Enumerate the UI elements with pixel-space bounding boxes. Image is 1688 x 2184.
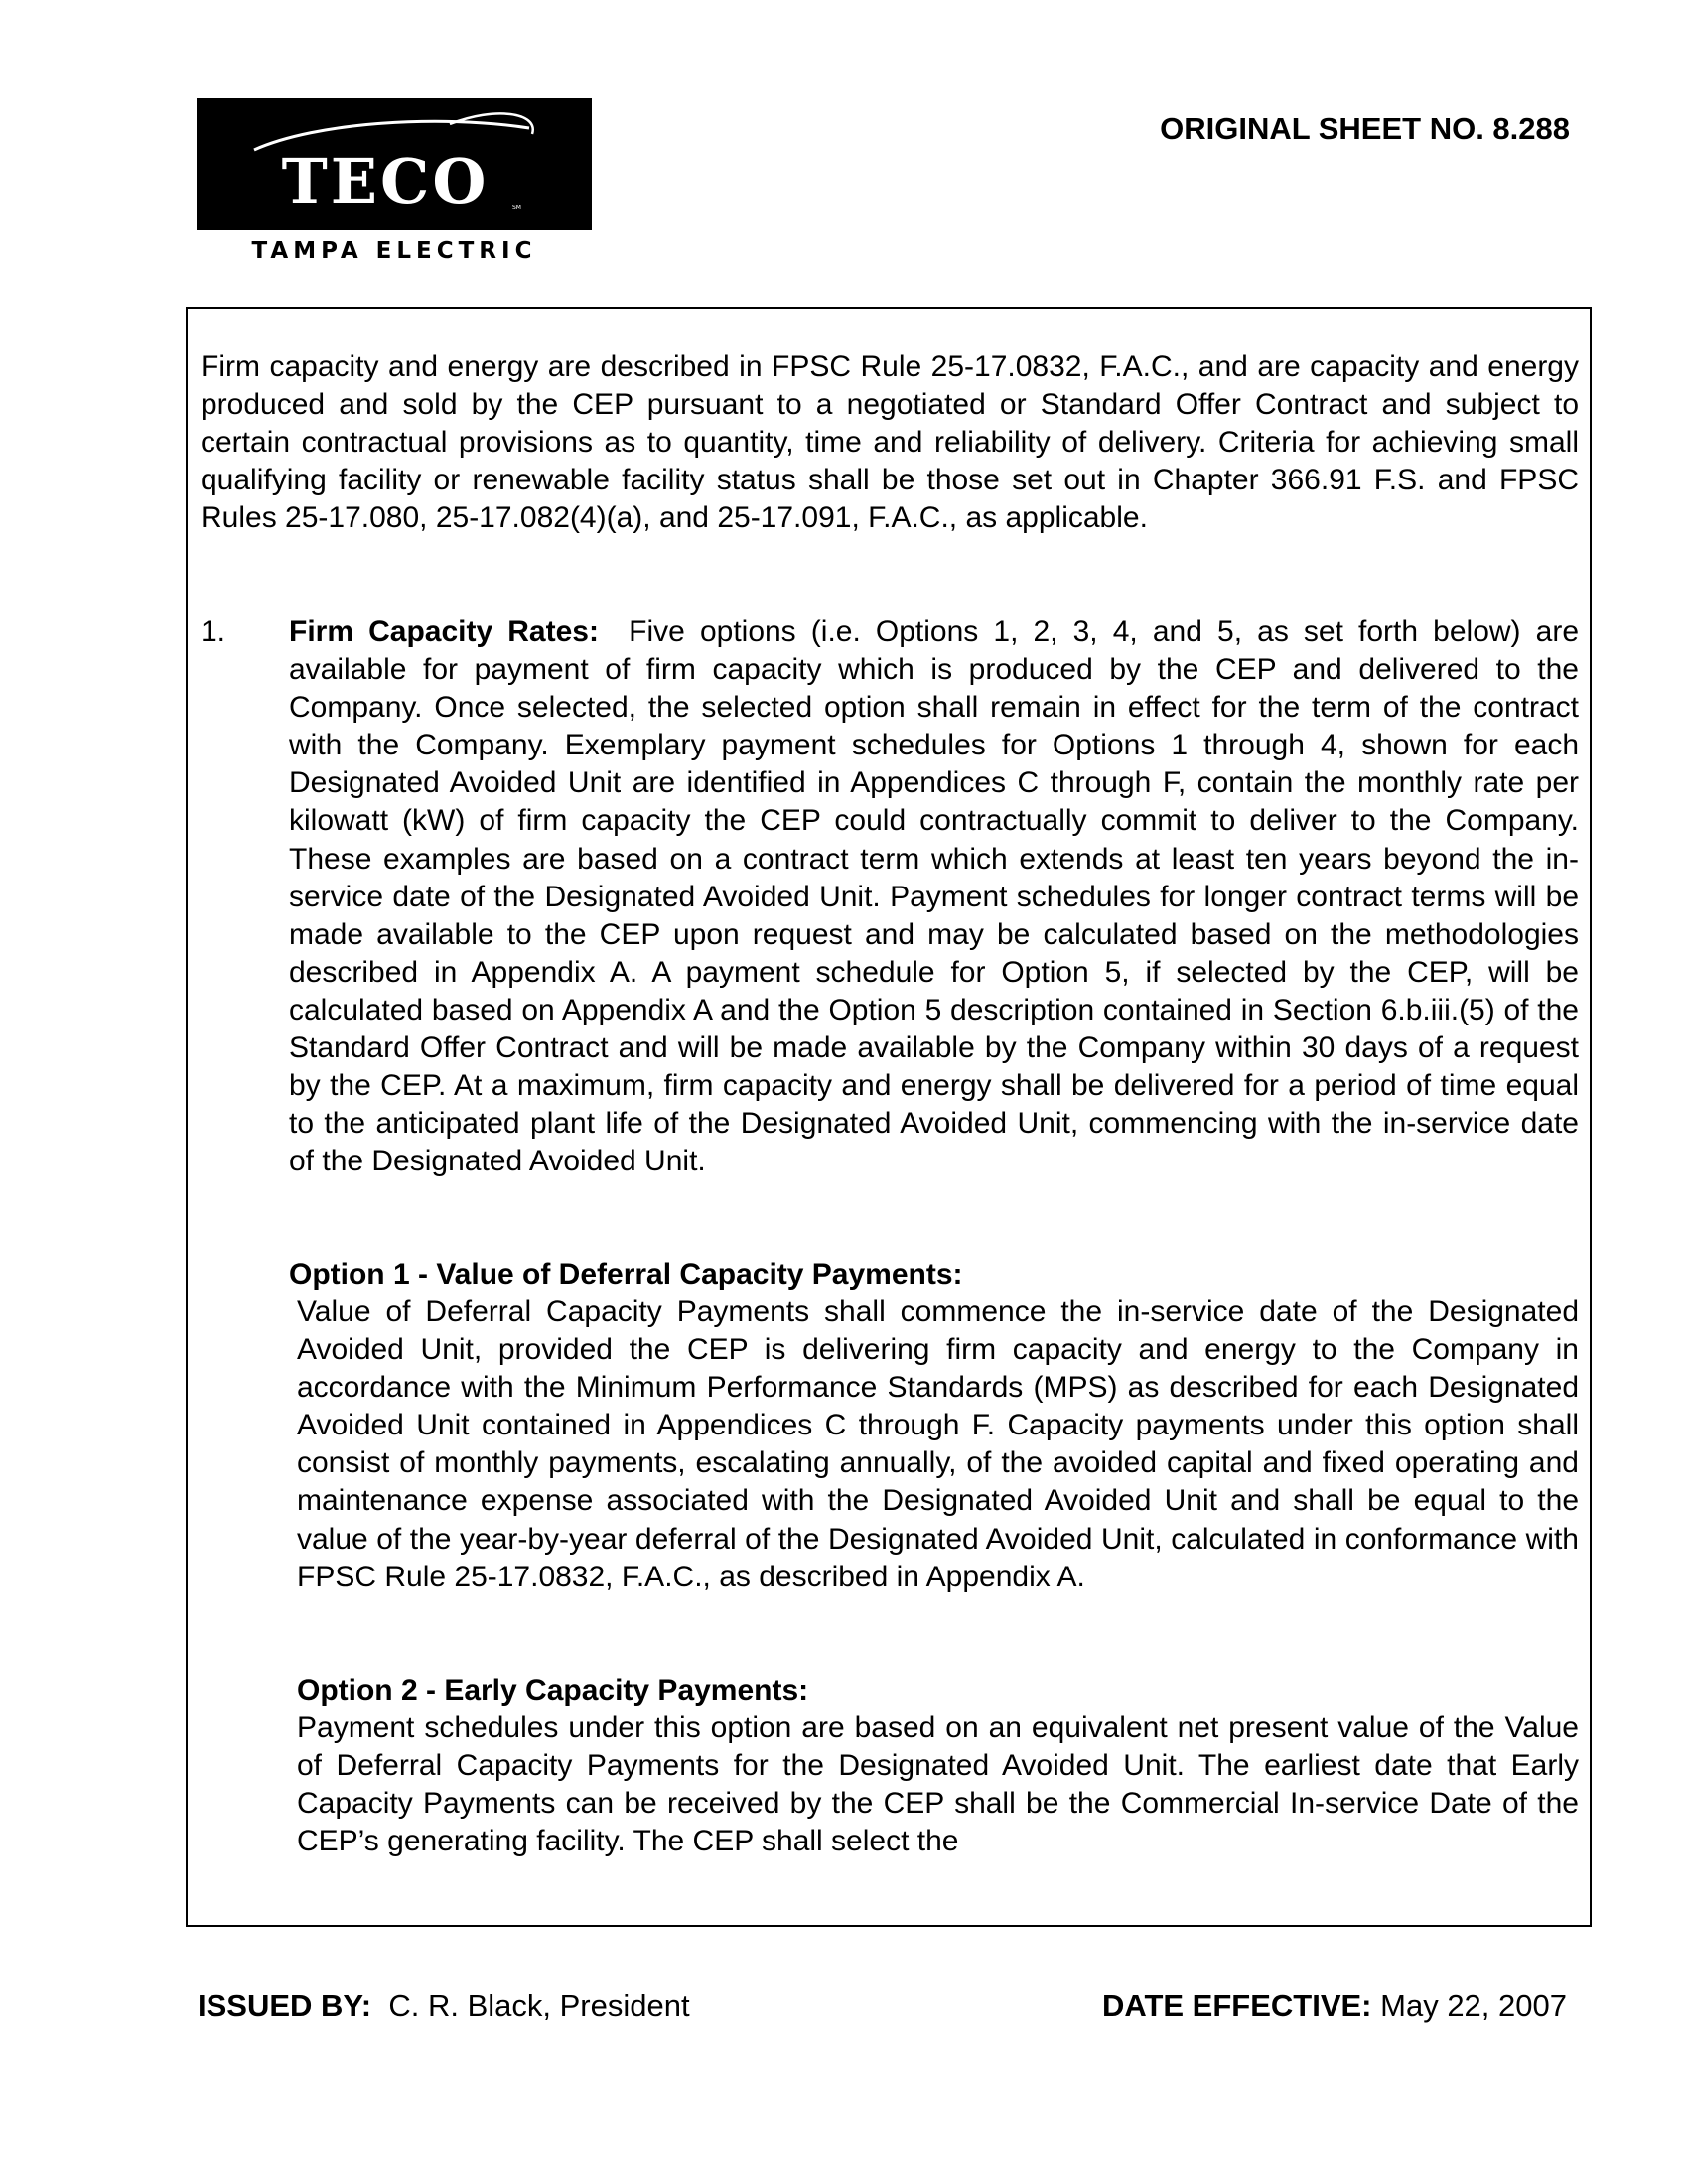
sheet-number: ORIGINAL SHEET NO. 8.288 xyxy=(1160,111,1570,146)
logo-subtitle: TAMPA ELECTRIC xyxy=(251,238,537,264)
effective-value: May 22, 2007 xyxy=(1380,1988,1567,2023)
item-number: 1. xyxy=(201,615,226,648)
date-effective xyxy=(1102,1988,1567,2024)
svg-text:SM: SM xyxy=(512,205,521,211)
effective-label: DATE EFFECTIVE: xyxy=(1101,1988,1372,2023)
issued-label: ISSUED BY: xyxy=(198,1988,372,2023)
content-box xyxy=(186,307,1592,1927)
intro-paragraph: Firm capacity and energy are described in FPSC Rule 25-17.0832, F.A.C., and are capacity and energy produced and sold by the CEP pursuant to a negotiated or Standard Offer Contract and subject to certain contractual provisions as to quantity, time and reliability of delivery. Criteria for achieving small qualifying facility or renewable facility status shall be those set out in Chapter 366.91 F.S. and FPSC Rules 25-17.080, 25-17.082(4)(a), and 25-17.091, F.A.C., as applicable. xyxy=(201,350,1579,535)
option2-paragraph: Payment schedules under this option are based on an equivalent net present value of the Value of Deferral Capacity Payments for the Designated Avoided Unit. The earliest date that Early Capacity Payments can be received by the CEP shall be the Commercial In-service Date of the CEP’s generating facility. The CEP shall select the xyxy=(297,1711,1579,1858)
issued-by xyxy=(198,1988,690,2024)
teco-logo xyxy=(197,98,592,230)
logo-text: TECO xyxy=(281,145,490,217)
teco-logo-graphic xyxy=(197,98,592,230)
option1-heading: Option 1 - Value of Deferral Capacity Payments: xyxy=(289,1258,963,1291)
option1-paragraph: Value of Deferral Capacity Payments shall commence the in-service date of the Designated Avoided Unit, provided the CEP is delivering firm capacity and energy to the Company in accordance with the Minimum Performance Standards (MPS) as described for each Designated Avoided Unit contained in Appendices C through F. Capacity payments under this option shall consist of monthly payments, escalating annually, of the avoided capital and fixed operating and maintenance expense associated with the Designated Avoided Unit and shall be equal to the value of the year-by-year deferral of the Designated Avoided Unit, calculated in conformance with FPSC Rule 25-17.0832, F.A.C., as described in Appendix A. xyxy=(297,1296,1579,1593)
issued-value: C. R. Black, President xyxy=(388,1988,690,2023)
item1-title: Firm Capacity Rates: xyxy=(289,615,599,648)
option2-heading: Option 2 - Early Capacity Payments: xyxy=(297,1674,809,1706)
item1-paragraph xyxy=(289,614,1579,1180)
item1-text: Five options (i.e. Options 1, 2, 3, 4, and 5, as set forth below) are available for payment of firm capacity which is produced by the CEP and delivered to the Company. Once selected, the selected option shall remain in effect for the term of the contract with the Company. Exemplary payment schedules for Options 1 through 4, shown for each Designated Avoided Unit are identified in Appendices C through F, contain the monthly rate per kilowatt (kW) of firm capacity the CEP could contractually commit to deliver to the Company. These examples are based on a contract term which extends at least ten years beyond the in-service date of the Designated Avoided Unit. Payment schedules for longer contract terms will be made available to the CEP upon request and may be calculated based on the methodologies described in Appendix A. A payment schedule for Option 5, if selected by the CEP, will be calculated based on Appendix A and the Option 5 description contained in Section 6.b.iii.(5) of the Standard Offer Contract and will be made available by the Company within 30 days of a request by the CEP. At a maximum, firm capacity and energy shall be delivered for a period of time equal to the anticipated plant life of the Designated Avoided Unit, commencing with the in-service date of the Designated Avoided Unit. xyxy=(289,615,1579,1178)
